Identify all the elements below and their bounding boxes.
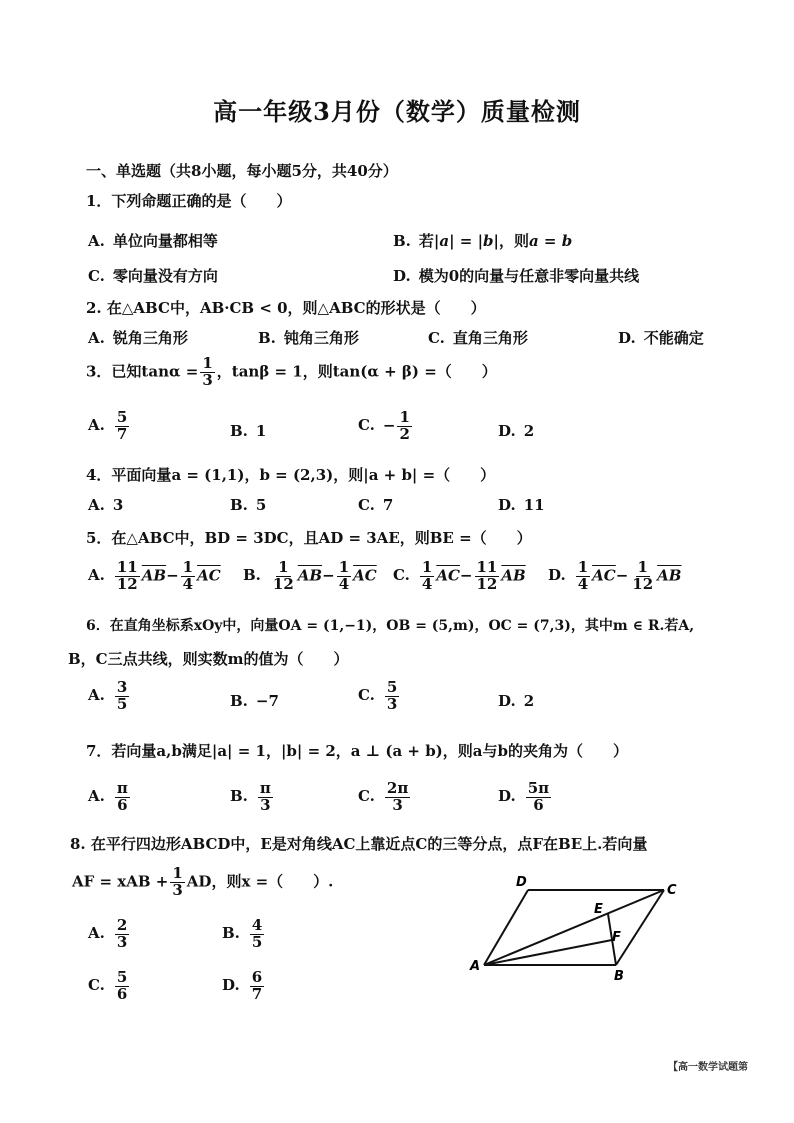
option-text: 模为0的向量与任意非零向量共线 — [418, 267, 640, 285]
option-letter: C. — [358, 787, 375, 806]
q3-option-c — [358, 410, 414, 443]
vector: $\overline{AC}$ — [353, 566, 377, 585]
option-letter: C. — [88, 976, 105, 995]
numerator: 5 — [116, 408, 128, 426]
fraction — [397, 410, 411, 443]
option-letter: C. — [358, 686, 375, 705]
denominator: 12 — [272, 574, 294, 593]
q8-option-c — [88, 970, 131, 1003]
q2-option-c — [428, 327, 528, 348]
option-letter: A. — [88, 787, 105, 806]
numerator: 1 — [577, 558, 589, 576]
option-letter: D. — [498, 692, 516, 710]
option-letter: D. — [498, 422, 516, 440]
question-3-stem — [86, 356, 497, 389]
label-f: F — [612, 930, 621, 945]
option-letter: A. — [88, 416, 105, 435]
diagonal-ac — [484, 890, 664, 965]
label-e: E — [594, 902, 603, 917]
page-title: 高一年级3月份（数学）质量检测 — [213, 97, 581, 126]
numerator: 1 — [182, 558, 194, 576]
question-7-stem: 7．若向量a,b满足|a| = 1，|b| = 2，a ⊥ (a + b)，则a与b的夹角为（ ） — [86, 742, 628, 760]
fraction — [115, 680, 129, 713]
denominator: 5 — [116, 694, 128, 713]
option-letter: B. — [393, 232, 411, 250]
q6-option-d — [498, 692, 534, 710]
denominator: 5 — [251, 932, 263, 951]
option-letter: D. — [222, 976, 240, 995]
option-letter: A. — [88, 232, 105, 250]
numerator: π — [116, 779, 128, 797]
numerator: 3 — [116, 678, 128, 696]
denominator: 7 — [251, 984, 263, 1003]
option-letter: D. — [498, 496, 516, 514]
fraction — [337, 560, 351, 593]
option-text: −7 — [255, 692, 279, 710]
q5-option-c — [393, 560, 526, 593]
fraction — [630, 560, 655, 593]
denominator: 7 — [116, 424, 128, 443]
option-letter: B. — [222, 924, 240, 943]
option-text: 不能确定 — [643, 329, 704, 347]
corner-tag: 【高一数学试题第 — [668, 1062, 748, 1073]
q5-option-d — [548, 560, 682, 593]
option-letter: B. — [243, 566, 261, 585]
option-text: 11 — [523, 496, 545, 514]
denominator: 2 — [399, 424, 410, 443]
option-text: 单位向量都相等 — [112, 232, 218, 250]
sign: − — [459, 566, 473, 585]
q6-option-a — [88, 680, 131, 713]
sign: − — [382, 416, 396, 435]
option-text: 1 — [255, 422, 267, 440]
q4-option-a — [88, 496, 123, 514]
numerator: 2 — [116, 916, 128, 934]
denominator: 12 — [476, 574, 498, 593]
fraction — [271, 560, 296, 593]
option-letter: C. — [88, 267, 105, 285]
denominator: 4 — [577, 574, 589, 593]
q1-option-a — [88, 230, 218, 251]
fraction — [115, 781, 130, 814]
numerator: π — [259, 779, 271, 797]
fraction — [576, 560, 590, 593]
option-text: 2 — [523, 422, 535, 440]
option-text: 2 — [523, 692, 535, 710]
denominator: 6 — [533, 795, 544, 814]
question-6-line-1: 6．在直角坐标系xOy中，向量OA = (1,−1)，OB = (5,m)，OC = (7,3)，其中m ∈ R.若A, — [86, 618, 695, 634]
option-math: a = b — [528, 232, 573, 250]
label-b: B — [614, 969, 624, 984]
option-letter: C. — [428, 329, 445, 347]
question-5-stem: 5．在△ABC中，BD = 3DC，且AD = 3AE，则BE =（ ） — [86, 529, 532, 547]
q1-option-b — [393, 230, 572, 251]
numerator: 4 — [251, 916, 263, 934]
sign: − — [322, 566, 335, 585]
question-8-line-1: 8. 在平行四边形ABCD中，E是对角线AC上靠近点C的三等分点，点F在BE上.若向量 — [70, 835, 648, 853]
q1-option-d — [393, 265, 639, 286]
q6-option-c — [358, 680, 401, 713]
option-letter: A. — [88, 924, 105, 943]
vector: $\overline{AB}$ — [501, 566, 526, 585]
q7-option-d — [498, 781, 553, 814]
option-letter: C. — [358, 496, 375, 514]
fraction — [250, 970, 264, 1003]
sign: − — [166, 566, 179, 585]
fraction — [526, 781, 551, 814]
option-letter: B. — [230, 422, 248, 440]
segment-af — [484, 940, 612, 965]
question-2-stem: 2. 在△ABC中，AB·CB < 0，则△ABC的形状是（ ） — [86, 299, 486, 317]
option-text: 若 — [418, 232, 434, 250]
option-letter: B. — [230, 787, 248, 806]
option-letter: A. — [88, 686, 105, 705]
q2-option-a — [88, 327, 188, 348]
numerator: 6 — [251, 968, 263, 986]
q2-option-b — [258, 327, 359, 348]
denominator: 6 — [116, 984, 128, 1003]
option-letter: A. — [88, 329, 105, 347]
option-letter: D. — [393, 267, 411, 285]
vector: $\overline{AB}$ — [657, 566, 682, 585]
numerator: 1 — [637, 558, 648, 576]
numerator: 1 — [399, 408, 410, 426]
stem-text: AD，则x =（ ）. — [186, 872, 334, 891]
vector: $\overline{AC}$ — [197, 566, 221, 585]
denominator: 3 — [260, 795, 271, 814]
option-letter: D. — [498, 787, 516, 806]
q4-option-d — [498, 496, 545, 514]
q4-option-c — [358, 496, 393, 514]
denominator: 4 — [338, 574, 350, 593]
section-heading: 一、单选题（共8小题，每小题5分，共40分） — [86, 162, 398, 180]
edge-cb — [616, 890, 664, 965]
numerator: 1 — [338, 558, 350, 576]
numerator: 1 — [278, 558, 289, 576]
fraction — [115, 410, 129, 443]
denominator: 3 — [386, 694, 398, 713]
fraction — [200, 356, 214, 389]
vector: $\overline{AC}$ — [436, 566, 460, 585]
fraction — [420, 560, 434, 593]
q8-option-b — [222, 918, 266, 951]
option-letter: C. — [393, 566, 410, 585]
option-text: 直角三角形 — [452, 329, 528, 347]
stem-text: 3．已知tanα = — [86, 362, 199, 381]
fraction — [475, 560, 500, 593]
question-8-line-2 — [72, 866, 333, 899]
numerator: 2π — [386, 779, 409, 797]
edge-da — [484, 890, 528, 965]
vector: $\overline{AB}$ — [297, 566, 323, 585]
denominator: 12 — [632, 574, 654, 593]
fraction — [115, 970, 129, 1003]
fraction — [258, 781, 273, 814]
option-text: 零向量没有方向 — [112, 267, 218, 285]
numerator: 1 — [421, 558, 433, 576]
vector: $\overline{AB}$ — [141, 566, 167, 585]
denominator: 4 — [421, 574, 433, 593]
vector: $\overline{AC}$ — [592, 566, 616, 585]
q5-option-b — [243, 560, 377, 593]
q4-option-b — [230, 496, 266, 514]
q3-option-d — [498, 422, 534, 440]
fraction — [385, 781, 410, 814]
option-text: 钝角三角形 — [283, 329, 359, 347]
q7-option-c — [358, 781, 412, 814]
q1-option-c — [88, 265, 218, 286]
q8-option-d — [222, 970, 266, 1003]
option-text: 锐角三角形 — [112, 329, 188, 347]
fraction — [170, 866, 184, 899]
numerator: 5 — [116, 968, 128, 986]
option-text: ，则 — [498, 232, 529, 250]
q3-option-b — [230, 422, 266, 440]
q3-option-a — [88, 410, 131, 443]
option-letter: A. — [88, 566, 105, 585]
numerator: 1 — [202, 354, 213, 372]
parallelogram-figure — [460, 870, 690, 990]
option-text: 5 — [255, 496, 267, 514]
option-text: 7 — [382, 496, 394, 514]
option-letter: B. — [230, 496, 248, 514]
denominator: 4 — [182, 574, 194, 593]
option-letter: A. — [88, 496, 105, 514]
stem-text: ，tanβ = 1，则tan(α + β) =（ ） — [216, 362, 497, 381]
numerator: 11 — [476, 558, 498, 576]
option-letter: B. — [258, 329, 276, 347]
option-letter: D. — [548, 566, 566, 585]
fraction — [385, 680, 399, 713]
fraction — [181, 560, 195, 593]
denominator: 3 — [172, 880, 183, 899]
label-a: A — [470, 959, 481, 974]
q5-option-a — [88, 560, 221, 593]
q7-option-b — [230, 781, 275, 814]
question-1-stem: 1．下列命题正确的是（ ） — [86, 192, 292, 210]
q8-option-a — [88, 918, 131, 951]
numerator: 11 — [116, 558, 138, 576]
denominator: 12 — [116, 574, 138, 593]
denominator: 3 — [202, 370, 213, 389]
denominator: 3 — [116, 932, 128, 951]
option-letter: D. — [618, 329, 636, 347]
option-math: |a| = |b| — [433, 232, 499, 250]
numerator: 5π — [527, 779, 550, 797]
q6-option-b — [230, 692, 279, 710]
label-c: C — [667, 883, 677, 898]
fraction — [115, 918, 129, 951]
option-letter: B. — [230, 692, 248, 710]
denominator: 3 — [392, 795, 403, 814]
option-text: 3 — [112, 496, 124, 514]
stem-text: AF = xAB + — [72, 872, 169, 891]
q7-option-a — [88, 781, 132, 814]
option-letter: C. — [358, 416, 375, 435]
fraction — [250, 918, 264, 951]
sign: − — [615, 566, 629, 585]
label-d: D — [516, 875, 527, 890]
numerator: 1 — [172, 864, 183, 882]
denominator: 6 — [117, 795, 128, 814]
numerator: 5 — [386, 678, 398, 696]
fraction — [115, 560, 140, 593]
question-4-stem: 4．平面向量a = (1,1)，b = (2,3)，则|a + b| =（ ） — [86, 466, 496, 484]
q2-option-d — [618, 327, 704, 348]
question-6-line-2: B，C三点共线，则实数m的值为（ ） — [68, 650, 349, 668]
